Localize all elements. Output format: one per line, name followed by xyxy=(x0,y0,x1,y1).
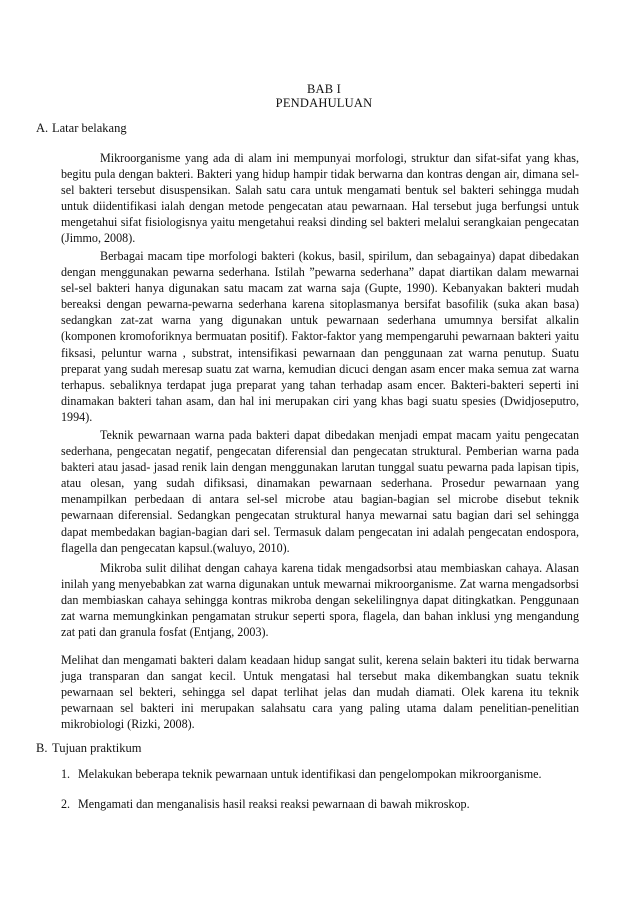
section-b-heading xyxy=(36,740,141,756)
list-item-text: Mengamati dan menganalisis hasil reaksi reaksi pewarnaan di bawah mikroskop. xyxy=(78,797,470,811)
section-a-title: Latar belakang xyxy=(52,121,127,135)
list-item-number: 2. xyxy=(61,797,71,811)
paragraph-2: Berbagai macam tipe morfologi bakteri (kokus, basil, spirilum, dan sebagainya) dapat dibedakan dengan menggunakan pewarna sederhana. Istilah ”pewarna sederhana” dapat diartikan dalam mewarnai sel-sel bakteri hanya digunakan satu macam zat warna saja (Gupte, 1990). Kebanyakan bakteri mudah bereaksi dengan pewarna-pewarna sederhana karena sitoplasmanya bersifat basofilik (suka akan basa) sedangkan zat-zat warna yang digunakan untuk pewarnaan sederhana umumnya bersifat alkalin (komponen kromoforiknya bermuatan positif). Faktor-faktor yang mempengaruhi pewarnaan bakteri yaitu fiksasi, peluntur warna , substrat, intensifikasi pewarnaan dan penggunaan zat warna penutup. Suatu preparat yang sudah meresap suatu zat warna, kemudian dicuci dengan asam encer maka semua zat warna terhapus. sebaliknya terdapat juga preparat yang tahan terhadap asam encer. Bakteri-bakteri seperti ini dinamakan bakteri tahan asam, dan hal ini merupakan ciri yang khas bagi suatu spesies (Dwidjoseputro, 1994). xyxy=(61,249,579,424)
paragraph-5: Melihat dan mengamati bakteri dalam keadaan hidup sangat sulit, kerena selain bakteri itu tidak berwarna juga transparan dan sangat kecil. Untuk mengatasi hal tersebut maka dikembangkan suatu teknik pewarnaan sel bekteri, sehingga sel dapat terlihat jelas dan mudah diamati. Olek karena itu teknik pewarnaan sel bakteri ini merupakan salahsatu cara yang paling utama dalam penelitian-penelitian mikrobiologi (Rizki, 2008). xyxy=(61,653,579,732)
list-item xyxy=(61,796,591,812)
section-a-heading xyxy=(36,120,127,136)
section-a-marker: A. xyxy=(36,121,49,135)
chapter-title: PENDAHULUAN xyxy=(275,96,373,110)
list-item xyxy=(61,766,591,782)
section-b-title: Tujuan praktikum xyxy=(52,741,142,755)
paragraph-4: Mikroba sulit dilihat dengan cahaya karena tidak mengadsorbsi atau membiaskan cahaya. Alasan inilah yang menyebabkan zat warna digunakan untuk mewarnai mikroorganisme. Zat warna mengadsorbsi dan membiaskan cahaya sehingga kontras mikroba dengan sekelilingnya dapat ditingkatkan. Penggunaan zat warna memungkinkan pengamatan strukur seperti spora, flagela, dan bahan inklusi yng mengandung zat pati dan granula fosfat (Entjang, 2003). xyxy=(61,561,579,640)
chapter-number: BAB I xyxy=(307,82,341,96)
section-b-marker: B. xyxy=(36,741,48,755)
paragraph-3: Teknik pewarnaan warna pada bakteri dapat dibedakan menjadi empat macam yaitu pengecatan sederhana, pengecatan negatif, pengecatan diferensial dan pengecatan struktural. Pemberian warna pada bakteri atau jasad- jasad renik lain dengan menggunakan larutan tunggal suatu pewarna pada lapisan tipis, atau olesan, yang sudah difiksasi, dinamakan pewarnaan sederhana. Prosedur pewarnaan yang menampilkan perbedaan di antara sel-sel microbe atau bagian-bagian sel microbe disebut teknik pewarnaan diferensial. Sedangkan pengecatan struktural hanya mewarnai satu bagian dari sel sehingga dapat membedakan bagian-bagian dari sel. Termasuk dalam pengecatan ini adalah pengecatan endospora, flagella dan pengecatan kapsul.(waluyo, 2010). xyxy=(61,428,579,555)
list-item-text: Melakukan beberapa teknik pewarnaan untuk identifikasi dan pengelompokan mikroorganisme. xyxy=(78,767,542,781)
list-item-number: 1. xyxy=(61,767,71,781)
paragraph-1: Mikroorganisme yang ada di alam ini mempunyai morfologi, struktur dan sifat-sifat yang khas, begitu pula dengan bakteri. Bakteri yang hidup hampir tidak berwarna dan kontras dengan air, dimana sel-sel bakteri tersebut disuspensikan. Salah satu cara untuk mengamati bentuk sel bakteri sehingga mudah untuk diidentifikasi ialah dengan metode pengecatan atau pewarnaan. Hal tersebut juga berfungsi untuk mengetahui sifat fisiologisnya yaitu mengetahui reaksi dinding sel bakteri melalui serangkaian pengecatan (Jimmo, 2008). xyxy=(61,151,579,246)
